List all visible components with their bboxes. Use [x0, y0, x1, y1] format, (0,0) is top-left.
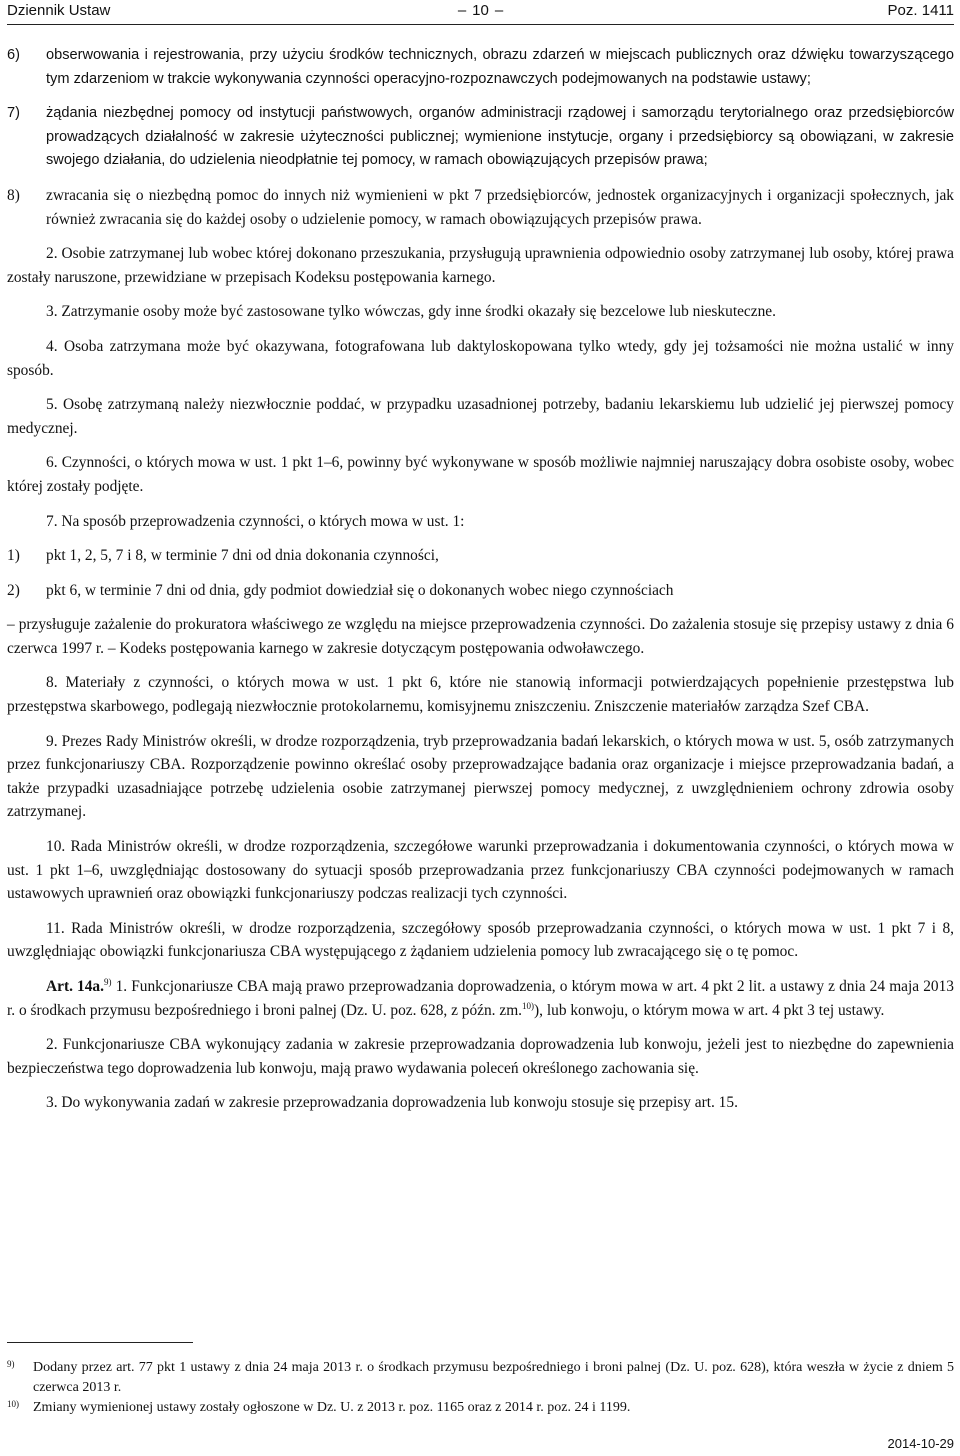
- item-number: 1): [7, 547, 20, 565]
- footnote-ref[interactable]: 9): [103, 977, 112, 987]
- item-text: pkt 6, w terminie 7 dni od dnia, gdy podmiot dowiedział się o dokonanych wobec niego czynnościach: [46, 581, 674, 599]
- footnote-text: Zmiany wymienionej ustawy zostały ogłoszone w Dz. U. z 2013 r. poz. 1165 oraz z 2014 r. poz. 24 i 1199.: [33, 1400, 631, 1415]
- article-14a-2: 2. Funkcjonariusze CBA wykonujący zadania w zakresie przeprowadzania doprowadzenia lub konwoju, jeżeli jest to niezbędne do zapewnienia bezpieczeństwa tego doprowadzenia lub konwoju, mają prawo wydawania poleceń określonego zachowania się.: [7, 1036, 954, 1077]
- document-body: [7, 44, 954, 1115]
- footnote-ref[interactable]: 10): [522, 1000, 535, 1011]
- paragraph-11: 11. Rada Ministrów określi, w drodze rozporządzenia, szczegółowy sposób przeprowadzania czynności, o których mowa w ust. 1 pkt 7 i 8, uwzględniając obowiązki funkcjonariusza CBA występującego z żądaniem udzielenia pomocy lub zwracającego się o tę pomoc.: [7, 919, 954, 961]
- footnote-text: Dodany przez art. 77 pkt 1 ustawy z dnia 24 maja 2013 r. o środkach przymusu bezpośredniego i broni palnej (Dz. U. poz. 628), która weszła w życie z dniem 5 czerwca 2013 r.: [33, 1360, 954, 1395]
- page-number-wrap: – 10 –: [457, 2, 504, 19]
- article-14a: [7, 975, 954, 1022]
- list-item: [7, 579, 954, 603]
- footnote-number: 10): [7, 1399, 19, 1409]
- paragraph-2: 2. Osobie zatrzymanej lub wobec której dokonano przeszukania, przysługują uprawnienia odpowiednio osoby zatrzymanej lub osoby, której prawa zostały naruszone, przewidziane w przepisach Kodeksu postępowania karnego.: [7, 245, 954, 286]
- journal-title: Dziennik Ustaw: [7, 2, 111, 19]
- list-item: [7, 102, 954, 173]
- paragraph-6: 6. Czynności, o których mowa w ust. 1 pkt 1–6, powinny być wykonywane w sposób możliwie najmniej naruszający dobra osobiste osoby, wobec której zostały podjęte.: [7, 454, 954, 495]
- paragraph-5: 5. Osobę zatrzymaną należy niezwłocznie poddać, w przypadku uzasadnionej potrzeby, badaniu lekarskiemu lub udzielić jej pierwszej pomocy medycznej.: [7, 396, 954, 437]
- item-text: obserwowania i rejestrowania, przy użyciu środków technicznych, obrazu zdarzeń w miejscach publicznych oraz dźwięku towarzyszącego tym zdarzeniom w trakcie wykonywania czynności operacyjno-rozpoznawczych podejmowanych na podstawie ustawy;: [46, 47, 954, 87]
- item-number: 6): [7, 47, 20, 63]
- item-number: 8): [7, 186, 20, 204]
- article-heading: Art. 14a.: [46, 978, 104, 995]
- paragraph-8: 8. Materiały z czynności, o których mowa w ust. 1 pkt 6, które nie stanowią informacji potwierdzających popełnienie przestępstwa lub przestępstwa skarbowego, podlegają niezwłocznie protokolarnemu, komisyjnemu zniszczeniu. Zniszczenie materiałów zarządza Szef CBA.: [7, 674, 954, 716]
- paragraph-10: 10. Rada Ministrów określi, w drodze rozporządzenia, szczegółowe warunki przeprowadzania i dokumentowania czynności, o których mowa w ust. 1 pkt 1–6, uwzględniając dostosowany do sytuacji sposób przeprowadzania przez funkcjonariuszy CBA czynności podejmowanych w ramach ustawowych uprawnień oraz obowiązki funkcjonariuszy podczas realizacji tych czynności.: [7, 838, 954, 903]
- document-date: 2014-10-29: [887, 1436, 954, 1451]
- paragraph-7: 7. Na sposób przeprowadzenia czynności, o których mowa w ust. 1:: [46, 512, 465, 530]
- list-item: [7, 44, 954, 91]
- footnotes: [7, 1358, 954, 1418]
- footnote-number: 9): [7, 1359, 15, 1369]
- page-number: 10: [472, 2, 489, 19]
- footnote: [7, 1358, 954, 1398]
- item-number: 7): [7, 105, 20, 122]
- article-text: ), lub konwoju, o którym mowa w art. 4 pkt 3 tej ustawy.: [534, 1001, 885, 1019]
- item-text: pkt 1, 2, 5, 7 i 8, w terminie 7 dni od dnia dokonania czynności,: [46, 547, 439, 565]
- list-item: [7, 184, 954, 231]
- article-text: 1. Funkcjonariusze CBA mają prawo przeprowadzania doprowadzenia, o którym mowa w art. 4 pkt 2 lit. a ustawy z dnia 24 maja 2013 r. o środkach przymusu bezpośredniego i broni palnej (Dz. U. poz. 628, z późn. zm.: [7, 978, 954, 1019]
- list-item: [7, 544, 954, 568]
- paragraph-9: 9. Prezes Rady Ministrów określi, w drodze rozporządzenia, tryb przeprowadzania badań lekarskich, o których mowa w ust. 5, osób zatrzymanych przez funkcjonariuszy CBA. Rozporządzenie powinno określać osoby przeprowadzające badania oraz organizacje i miejsce przeprowadzania badań, a także przypadki uzasadniające potrzebę udzielenia osobie zatrzymanej pierwszej pomocy medycznej, z uwzględnieniem ochrony zdrowia osoby zatrzymanej.: [7, 732, 954, 821]
- article-14a-3: 3. Do wykonywania zadań w zakresie przeprowadzania doprowadzenia lub konwoju stosuje się przepisy art. 15.: [46, 1094, 738, 1112]
- paragraph-7-tail: – przysługuje zażalenie do prokuratora właściwego ze względu na miejsce przeprowadzenia czynności. Do zażalenia stosuje się przepisy ustawy z dnia 6 czerwca 1997 r. – Kodeks postępowania karnego w zakresie dotyczącym postępowania odwoławczego.: [7, 616, 954, 657]
- item-text: zwracania się o niezbędną pomoc do innych niż wymienieni w pkt 7 przedsiębiorców, jednostek organizacyjnych i organizacji społecznych, jak również zwracania się do każdej osoby o udzielenie pomocy, w ramach obowiązujących przepisów prawa.: [46, 186, 954, 228]
- footnote: [7, 1398, 954, 1418]
- position-number: Poz. 1411: [887, 2, 954, 19]
- paragraph-3: 3. Zatrzymanie osoby może być zastosowane tylko wówczas, gdy inne środki okazały się bezcelowe lub nieskuteczne.: [46, 303, 776, 321]
- footnote-divider: [7, 1342, 193, 1343]
- paragraph-4: 4. Osoba zatrzymana może być okazywana, fotografowana lub daktyloskopowana tylko wtedy, gdy jej tożsamości nie można ustalić w inny sposób.: [7, 337, 954, 379]
- item-number: 2): [7, 581, 20, 599]
- page-header: [7, 0, 954, 25]
- item-text: żądania niezbędnej pomocy od instytucji państwowych, organów administracji rządowej i samorządu terytorialnego oraz przedsiębiorców prowadzących działalność w zakresie użyteczności publicznej; wymienione instytucje, organy i przedsiębiorcy są obowiązani, w zakresie swojego działania, do udzielenia nieodpłatnie tej pomocy, w ramach obowiązujących przepisów prawa;: [46, 105, 954, 169]
